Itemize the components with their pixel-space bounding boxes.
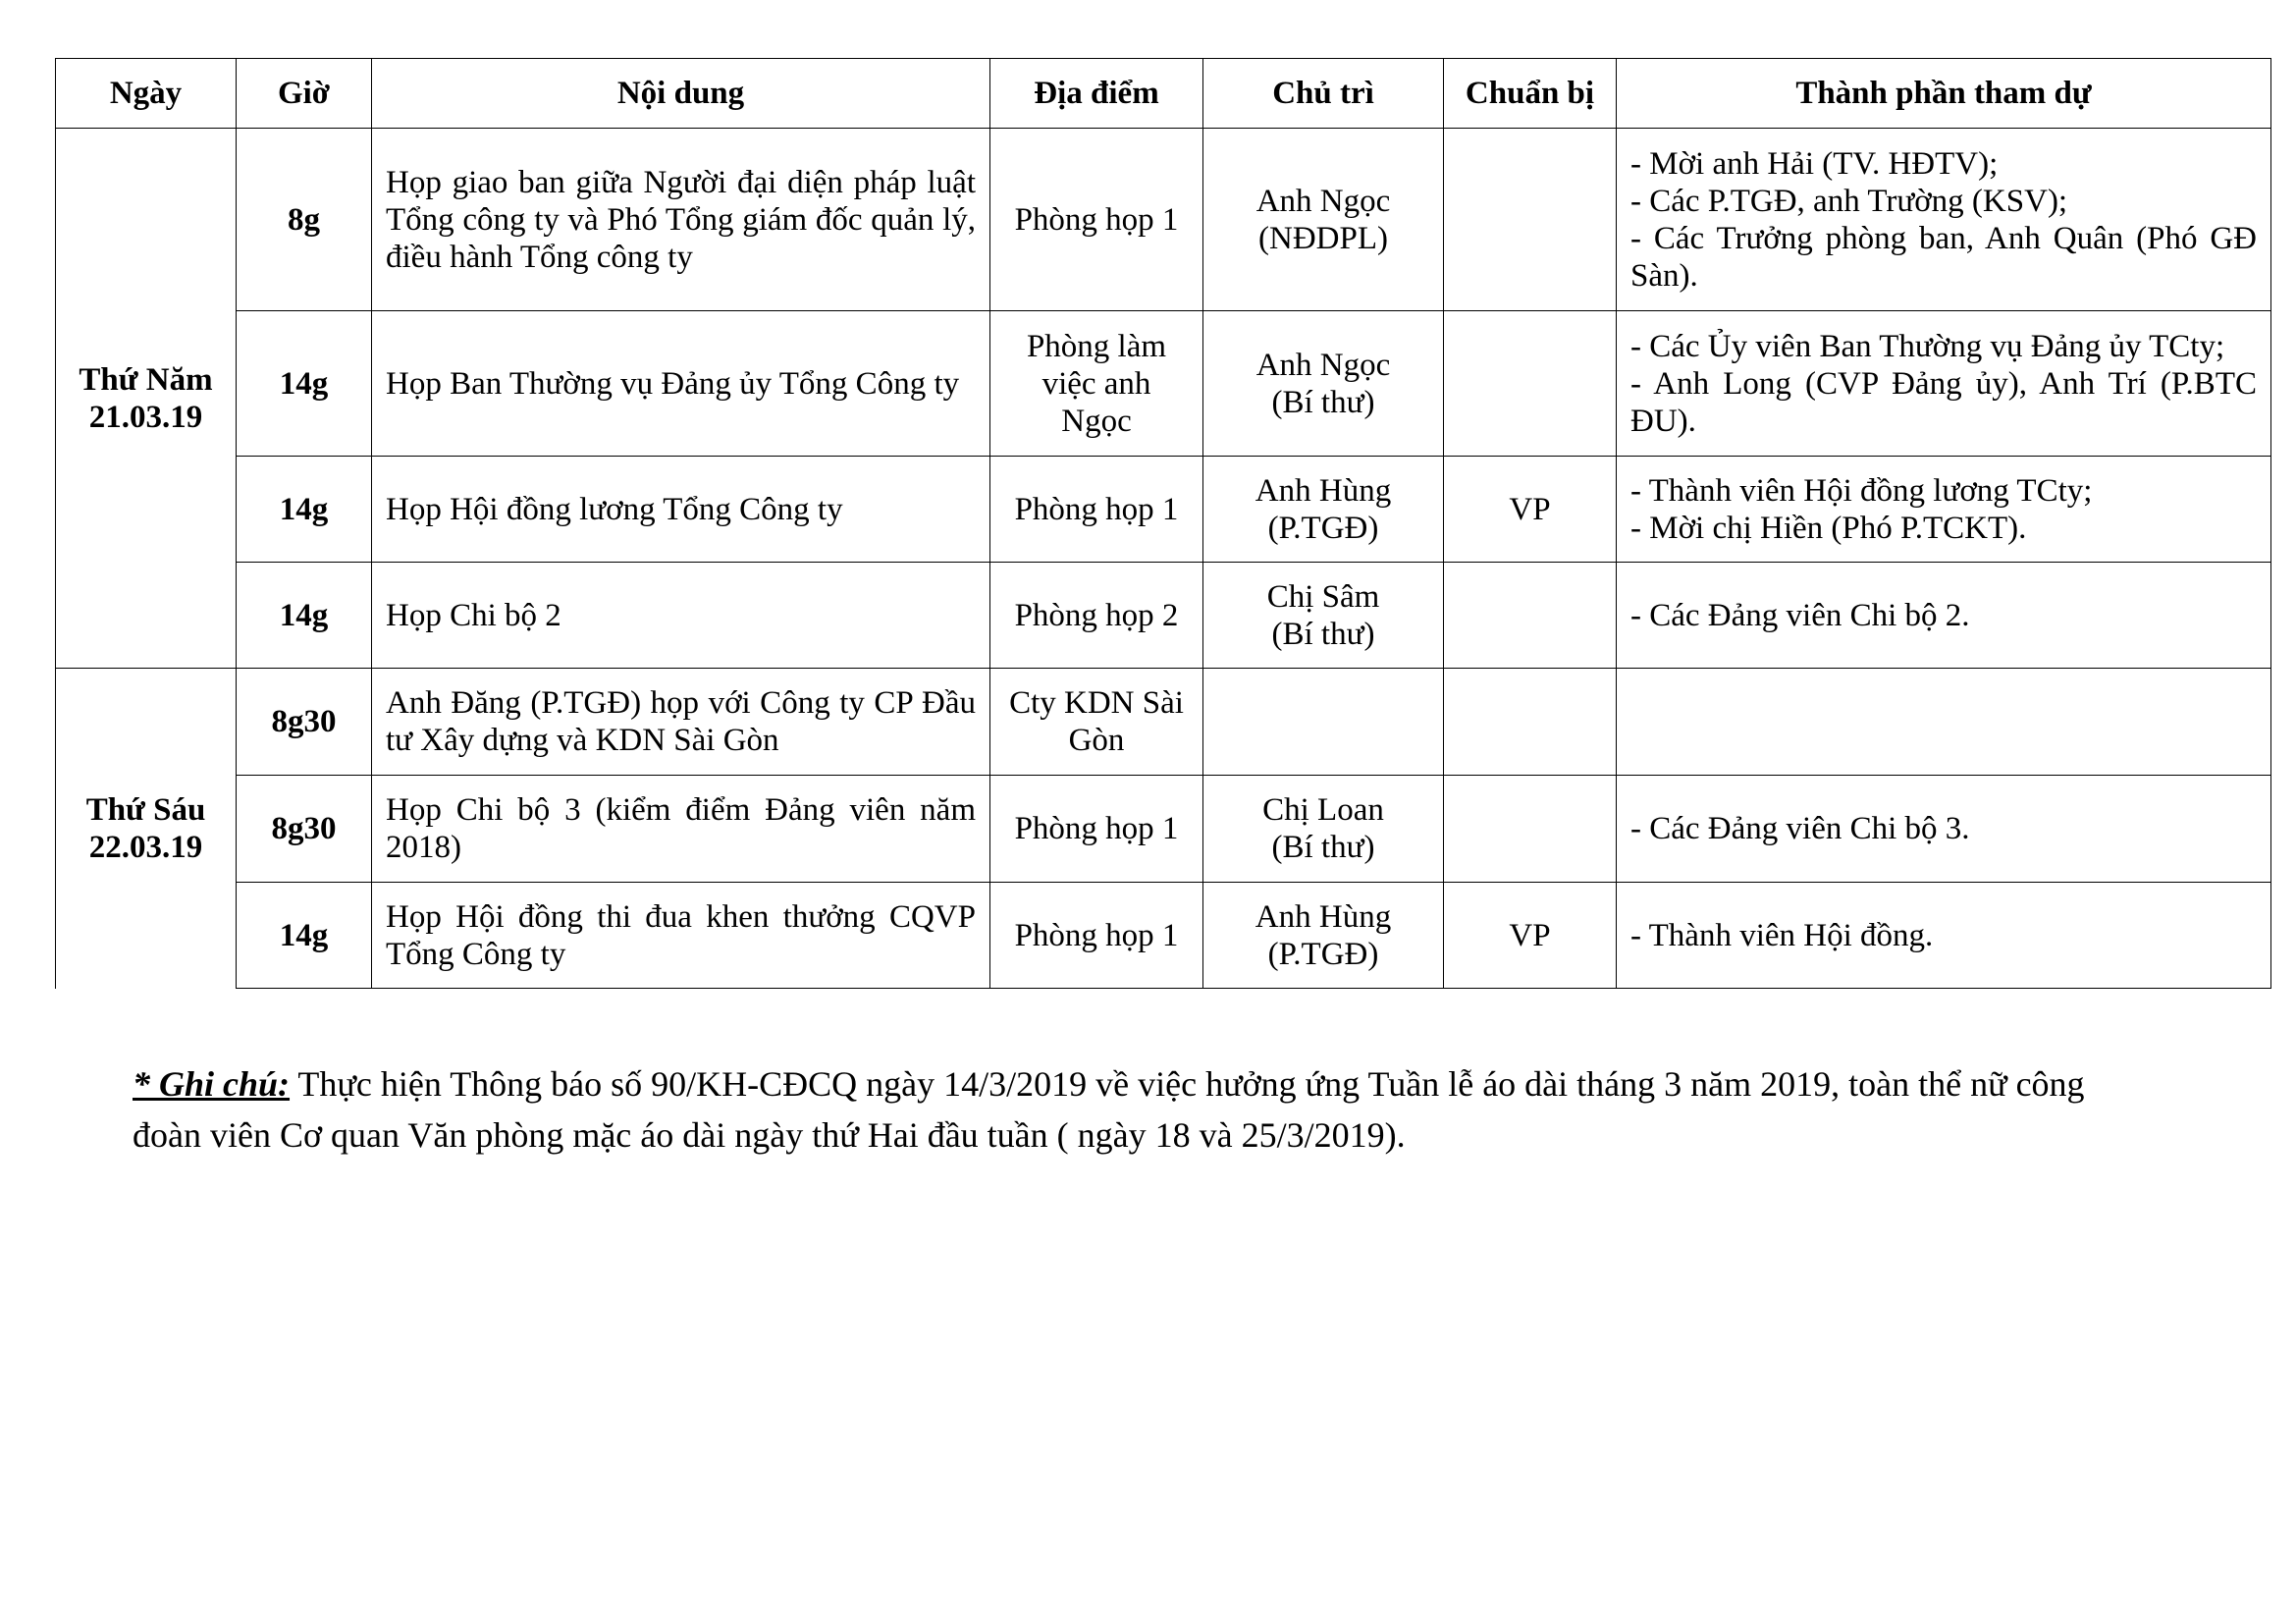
table-header-row — [56, 59, 2271, 129]
prep-cell — [1444, 563, 1617, 669]
chair-cell — [1203, 311, 1444, 457]
day-name: Thứ Năm — [79, 361, 213, 398]
content-cell: Họp Hội đồng thi đua khen thưởng CQVP Tổng Công ty — [372, 883, 990, 989]
prep-cell — [1444, 776, 1617, 883]
header-day: Ngày — [56, 59, 237, 129]
attendees-cell — [1617, 563, 2271, 669]
location-cell: Phòng họp 1 — [990, 883, 1203, 989]
chair-name: Anh Hùng — [1255, 472, 1392, 509]
prep-cell — [1444, 129, 1617, 311]
time-cell: 14g — [237, 311, 372, 457]
chair-cell — [1203, 563, 1444, 669]
chair-role: (Bí thư) — [1271, 384, 1375, 420]
attendee-line: - Thành viên Hội đồng. — [1630, 917, 1934, 953]
day-cell — [56, 669, 237, 989]
time-cell: 8g30 — [237, 776, 372, 883]
chair-role: (Bí thư) — [1271, 830, 1375, 865]
chair-role: (P.TGĐ) — [1267, 510, 1379, 546]
time-cell: 14g — [237, 883, 372, 989]
content-cell: Họp giao ban giữa Người đại diện pháp luật Tổng công ty và Phó Tổng giám đốc quản lý, điều hành Tổng công ty — [372, 129, 990, 311]
location-cell: Cty KDN Sài Gòn — [990, 669, 1203, 776]
content-cell: Họp Chi bộ 3 (kiểm điểm Đảng viên năm 2018) — [372, 776, 990, 883]
chair-name: Anh Ngọc — [1255, 347, 1391, 383]
time-cell: 8g — [237, 129, 372, 311]
attendee-line: - Anh Long (CVP Đảng ủy), Anh Trí (P.BTC ĐU). — [1630, 365, 2257, 439]
chair-cell — [1203, 883, 1444, 989]
chair-cell — [1203, 129, 1444, 311]
content-cell: Họp Ban Thường vụ Đảng ủy Tổng Công ty — [372, 311, 990, 457]
attendees-cell — [1617, 457, 2271, 563]
header-time: Giờ — [237, 59, 372, 129]
attendees-cell — [1617, 311, 2271, 457]
chair-role: (P.TGĐ) — [1267, 936, 1379, 972]
location-cell: Phòng họp 1 — [990, 776, 1203, 883]
schedule-table — [55, 58, 2271, 989]
attendees-cell — [1617, 776, 2271, 883]
header-prep: Chuẩn bị — [1444, 59, 1617, 129]
time-cell: 14g — [237, 457, 372, 563]
chair-name: Chị Loan — [1262, 792, 1384, 828]
chair-name: Chị Sâm — [1266, 578, 1380, 615]
day-date: 21.03.19 — [88, 399, 203, 435]
prep-cell: VP — [1444, 883, 1617, 989]
location-cell: Phòng họp 1 — [990, 457, 1203, 563]
day-cell — [56, 129, 237, 669]
header-attendees: Thành phần tham dự — [1617, 59, 2271, 129]
time-cell: 14g — [237, 563, 372, 669]
chair-cell — [1203, 776, 1444, 883]
table-row — [56, 776, 2271, 883]
table-row — [56, 129, 2271, 311]
chair-cell — [1203, 457, 1444, 563]
content-cell: Họp Chi bộ 2 — [372, 563, 990, 669]
table-row — [56, 311, 2271, 457]
day-date: 22.03.19 — [88, 829, 203, 865]
table-row — [56, 457, 2271, 563]
attendee-line: - Các P.TGĐ, anh Trường (KSV); — [1630, 183, 2068, 219]
prep-cell — [1444, 669, 1617, 776]
attendee-line: - Mời chị Hiền (Phó P.TCKT). — [1630, 510, 2027, 546]
content-cell: Anh Đăng (P.TGĐ) họp với Công ty CP Đầu tư Xây dựng và KDN Sài Gòn — [372, 669, 990, 776]
chair-cell — [1203, 669, 1444, 776]
chair-role: (NĐDPL) — [1258, 220, 1388, 256]
attendee-line: - Các Đảng viên Chi bộ 3. — [1630, 811, 1970, 846]
chair-name: Anh Ngọc — [1255, 183, 1391, 219]
content-cell: Họp Hội đồng lương Tổng Công ty — [372, 457, 990, 563]
attendee-line: - Các Ủy viên Ban Thường vụ Đảng ủy TCty; — [1630, 328, 2225, 364]
attendees-cell — [1617, 669, 2271, 776]
footnote-text: Thực hiện Thông báo số 90/KH-CĐCQ ngày 14/3/2019 về việc hưởng ứng Tuần lễ áo dài tháng 3 năm 2019, toàn thể nữ công đoàn viên Cơ quan Văn phòng mặc áo dài ngày thứ Hai đầu tuần ( ngày 18 và 25/3/2019). — [133, 1064, 2085, 1155]
footnote — [133, 1058, 2096, 1161]
table-row — [56, 563, 2271, 669]
table-row — [56, 669, 2271, 776]
location-cell: Phòng họp 1 — [990, 129, 1203, 311]
table-row — [56, 883, 2271, 989]
header-chair: Chủ trì — [1203, 59, 1444, 129]
location-cell: Phòng họp 2 — [990, 563, 1203, 669]
prep-cell — [1444, 311, 1617, 457]
attendee-line: - Thành viên Hội đồng lương TCty; — [1630, 472, 2093, 509]
day-name: Thứ Sáu — [85, 791, 206, 828]
chair-role: (Bí thư) — [1271, 616, 1375, 652]
attendee-line: - Các Đảng viên Chi bộ 2. — [1630, 597, 1970, 633]
attendee-line: - Mời anh Hải (TV. HĐTV); — [1630, 145, 1999, 182]
chair-name: Anh Hùng — [1255, 898, 1392, 935]
header-location: Địa điểm — [990, 59, 1203, 129]
footnote-label: * Ghi chú: — [133, 1064, 291, 1104]
prep-cell: VP — [1444, 457, 1617, 563]
attendees-cell — [1617, 883, 2271, 989]
time-cell: 8g30 — [237, 669, 372, 776]
attendees-cell — [1617, 129, 2271, 311]
location-cell: Phòng làm việc anh Ngọc — [990, 311, 1203, 457]
attendee-line: - Các Trưởng phòng ban, Anh Quân (Phó GĐ Sàn). — [1630, 220, 2257, 294]
header-content: Nội dung — [372, 59, 990, 129]
